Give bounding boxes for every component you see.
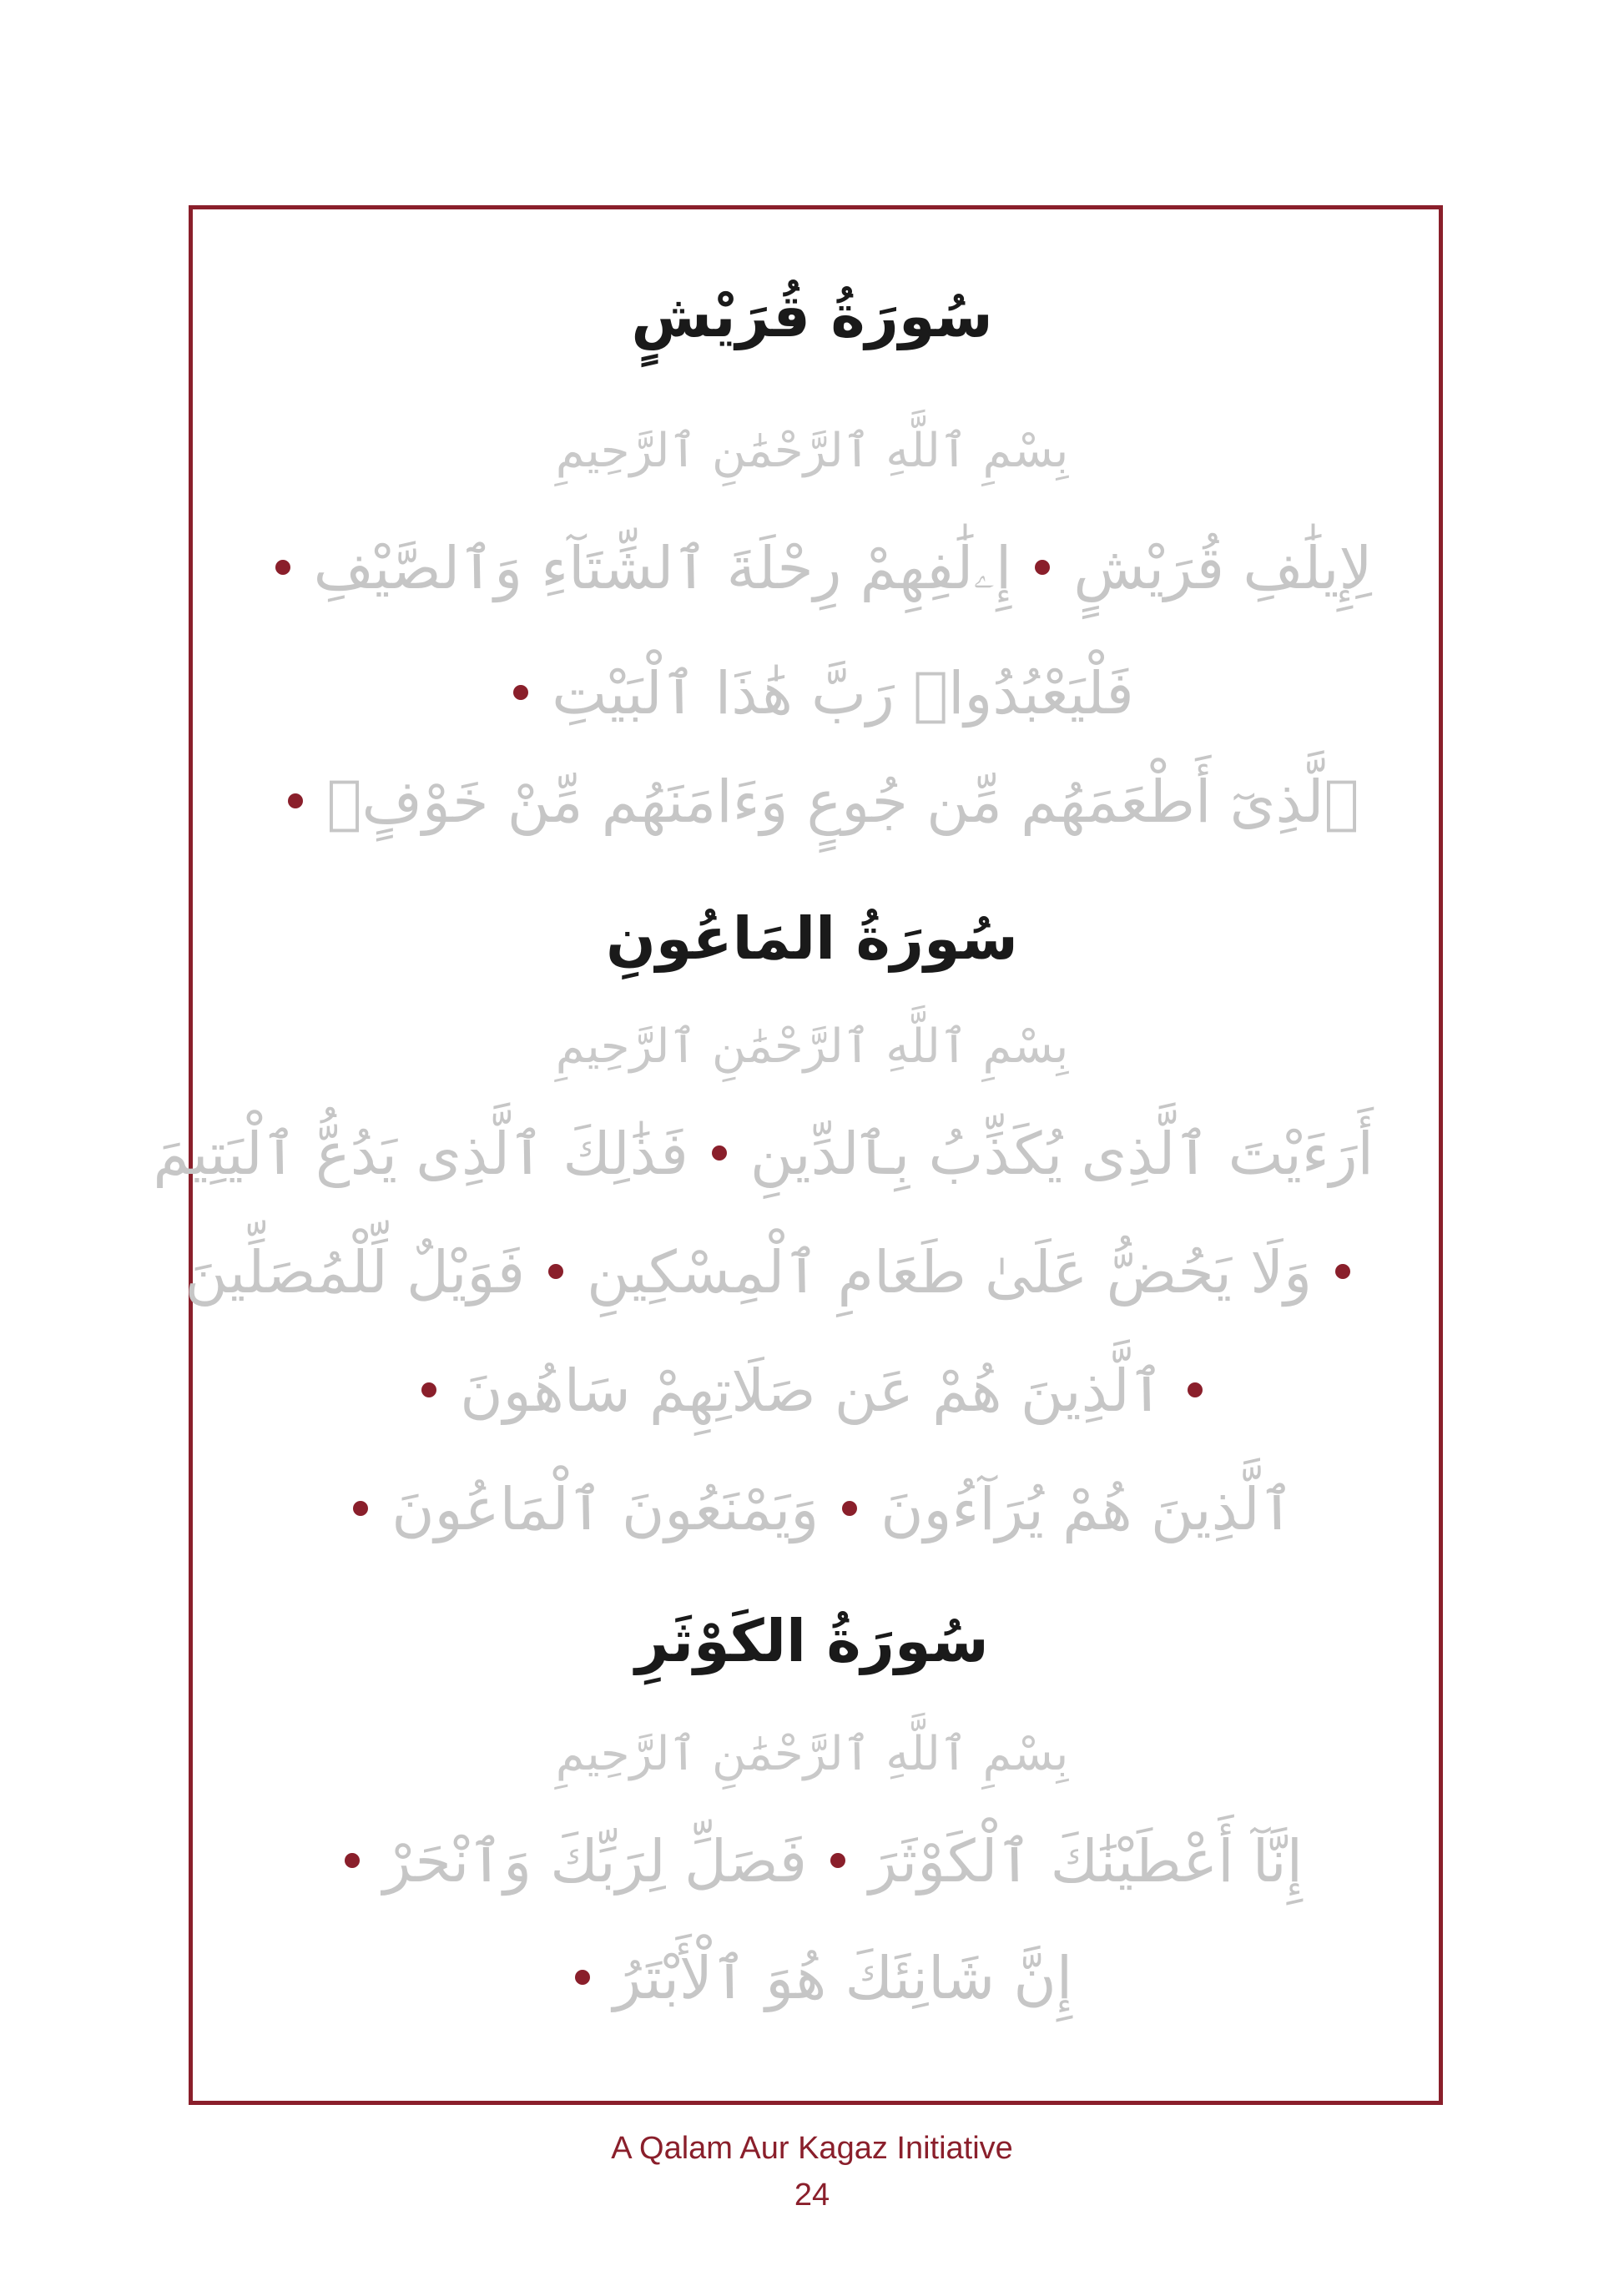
verse-text: وَلَا يَحُضُّ عَلَىٰ طَعَامِ ٱلْمِسْكِينِ (587, 1238, 1312, 1307)
verse-text: ٱلَّذِينَ هُمْ يُرَآءُونَ (880, 1475, 1294, 1543)
verse-text: فَذَٰلِكَ ٱلَّذِى يَدُعُّ ٱلْيَتِيمَ (153, 1120, 688, 1188)
verse-text: فَصَلِّ لِرَبِّكَ وَٱنْحَرْ (382, 1827, 808, 1896)
verse-line (250, 1357, 1374, 1425)
verse-separator (1335, 1264, 1350, 1279)
verse-text: وَيَمْنَعُونَ ٱلْمَاعُونَ (391, 1475, 820, 1543)
verse-separator (421, 1382, 436, 1397)
verse-separator (1035, 560, 1050, 575)
verse-separator (1188, 1382, 1203, 1397)
verse-text: ٱلَّذِينَ هُمْ عَن صَلَاتِهِمْ سَاهُونَ (460, 1357, 1164, 1425)
verse-separator (548, 1264, 563, 1279)
verse-text: إِۦلَٰفِهِمْ رِحْلَةَ ٱلشِّتَآءِ وَٱلصَّيْفِ (313, 534, 1012, 602)
verse-line (250, 659, 1374, 728)
verse-line (250, 1944, 1374, 2012)
surah-title-maun: سُورَةُ المَاعُونِ (606, 904, 1018, 973)
verse-separator (842, 1501, 857, 1516)
verse-separator (830, 1853, 845, 1868)
verse-text: لِإِيلَٰفِ قُرَيْشٍ (1073, 534, 1373, 602)
bismillah-maun: بِسْمِ ٱللَّهِ ٱلرَّحْمَٰنِ ٱلرَّحِيمِ (555, 1020, 1069, 1074)
verse-line (250, 1475, 1374, 1543)
verse-line (250, 768, 1374, 836)
verse-line (250, 1827, 1374, 1896)
surah-title-kawthar: سُورَةُ الكَوْثَرِ (635, 1607, 989, 1675)
verse-line (184, 1238, 1374, 1307)
verse-separator (353, 1501, 368, 1516)
verse-line (153, 1120, 1374, 1188)
verse-text: إِنَّ شَانِئَكَ هُوَ ٱلْأَبْتَرُ (613, 1944, 1073, 2012)
bismillah-kawthar: بِسْمِ ٱللَّهِ ٱلرَّحْمَٰنِ ٱلرَّحِيمِ (555, 1727, 1069, 1781)
verse-line (250, 534, 1374, 603)
footer-title: A Qalam Aur Kagaz Initiative (611, 2131, 1013, 2166)
page-number: 24 (794, 2178, 830, 2213)
surah-title-quraysh: سُورَةُ قُرَيْشٍ (631, 282, 993, 350)
verse-separator (345, 1853, 360, 1868)
bismillah-quraysh: بِسْمِ ٱللَّهِ ٱلرَّحْمَٰنِ ٱلرَّحِيمِ (555, 424, 1069, 478)
verse-text: فَلْيَعْبُدُوا۟ رَبَّ هَٰذَا ٱلْبَيْتِ (552, 659, 1134, 728)
verse-separator (575, 1970, 590, 1985)
verse-text: أَرَءَيْتَ ٱلَّذِى يُكَذِّبُ بِٱلدِّينِ (749, 1120, 1374, 1188)
verse-separator (288, 793, 303, 808)
verse-separator (513, 685, 528, 700)
verse-text: إِنَّآ أَعْطَيْنَٰكَ ٱلْكَوْثَرَ (869, 1827, 1304, 1896)
verse-separator (275, 560, 290, 575)
verse-text: ٱلَّذِىٓ أَطْعَمَهُم مِّن جُوعٍ وَءَامَنَهُم مِّنْ خَوْفٍۭ (326, 768, 1359, 836)
verse-separator (712, 1145, 727, 1161)
verse-text: فَوَيْلٌ لِّلْمُصَلِّينَ (184, 1238, 526, 1307)
